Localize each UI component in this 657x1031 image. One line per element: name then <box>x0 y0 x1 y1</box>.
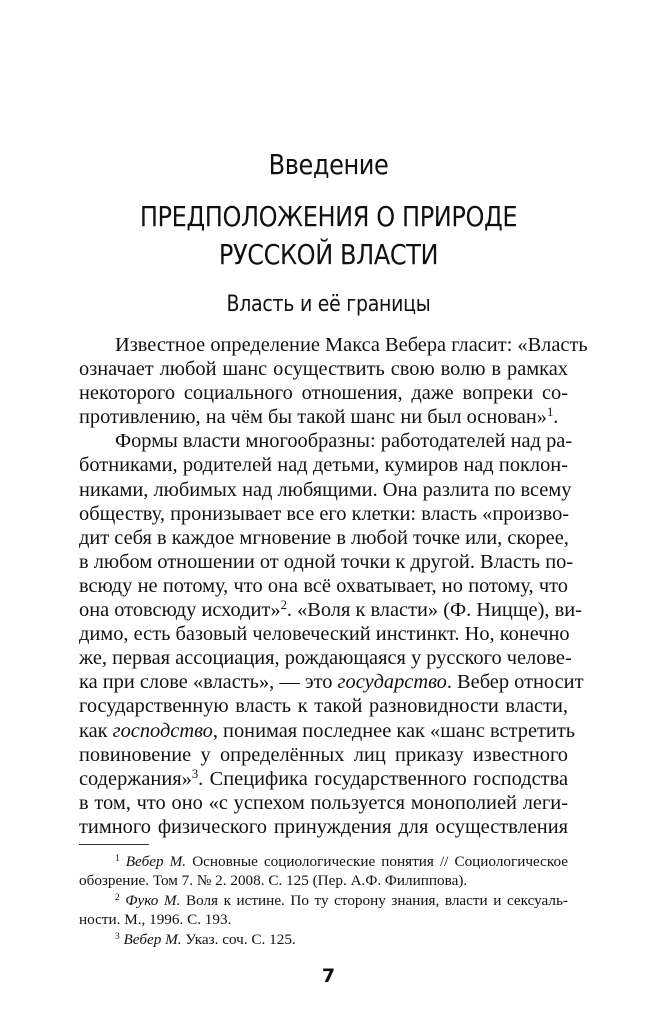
section-title: Власть и её границы <box>226 292 431 317</box>
emphasis-term: господство <box>112 719 213 742</box>
footnote-ref: 3 <box>191 766 199 781</box>
text-line: в любом отношении от одной точки к другой. Власть по- <box>79 550 574 573</box>
footnote-ref: 1 <box>546 405 554 420</box>
text-line: противлению, на чём бы такой шанс ни был основан»$^1$. <box>79 405 559 429</box>
footnote-1-cont: обозрение. Том 7. № 2. 2008. С. 125 (Пер. А.Ф. Филиппова). <box>79 872 468 890</box>
text-line: повиновение у определённых лиц приказу известного <box>79 743 568 766</box>
body-text <box>79 333 588 839</box>
text-line: ка при слове «власть», — это государство. Вебер относит <box>79 671 584 694</box>
text-line: в том, что оно «с успехом пользуется монополией леги- <box>79 791 568 814</box>
text-line: никами, любимых над любящими. Она разлита по всему <box>79 478 572 501</box>
text-line: всюду не потому, что она всё охватывает, но потому, что <box>79 574 568 597</box>
text-line: как господство, понимая последнее как «шанс встретить <box>79 719 576 742</box>
chapter-label: Введение <box>268 148 389 181</box>
text-line: дит себя в каждое мгновение в любой точке или, скорее, <box>79 526 569 549</box>
text-line: некоторого социального отношения, даже вопреки со- <box>79 382 568 405</box>
chapter-title-line-2: РУССКОЙ ВЛАСТИ <box>218 238 439 271</box>
text-line: же, первая ассоциация, рождающаяся у русского челове- <box>79 647 572 670</box>
text-line: государственную власть к такой разновидности власти, <box>79 695 568 718</box>
footnotes <box>79 852 568 949</box>
footnote-2: $^2$ Фуко М. Воля к истине. По ту сторону знания, власти и сексуаль- <box>115 891 568 909</box>
text-line: она отовсюду исходит»$^2$. «Воля к власти» (Ф. Ницще), ви- <box>79 598 582 622</box>
page-number: 7 <box>321 965 336 987</box>
text-line: обществу, пронизывает все его клетки: власть «произво- <box>79 502 570 525</box>
text-line: тимного физического принуждения для осуществления <box>79 815 568 838</box>
chapter-title-line-1: ПРЕДПОЛОЖЕНИЯ О ПРИРОДЕ <box>139 200 518 233</box>
footnote-divider <box>79 844 149 845</box>
text-line: содержания»$^3$. Специфика государственного господства <box>79 766 568 790</box>
text-line: ботниками, родителей над детьми, кумиров над поклон- <box>79 454 568 477</box>
text-line: означает любой шанс осуществить свою волю в рамках <box>79 358 568 381</box>
text-line: Формы власти многообразны: работодателей над ра- <box>115 430 573 453</box>
text-line: Известное определение Макса Вебера гласит: «Власть <box>115 334 588 356</box>
footnote-2-cont: ности. М., 1996. С. 193. <box>79 911 232 929</box>
emphasis-term: государство <box>337 671 447 694</box>
footnote-1: $^1$ Вебер М. Основные социологические понятия // Социологическое <box>115 853 568 870</box>
footnote-3: $^3$ Вебер М. Указ. соч. С. 125. <box>115 930 296 948</box>
text-line: димо, есть базовый человеческий инстинкт. Но, конечно <box>79 623 570 646</box>
footnote-ref: 2 <box>280 598 287 613</box>
